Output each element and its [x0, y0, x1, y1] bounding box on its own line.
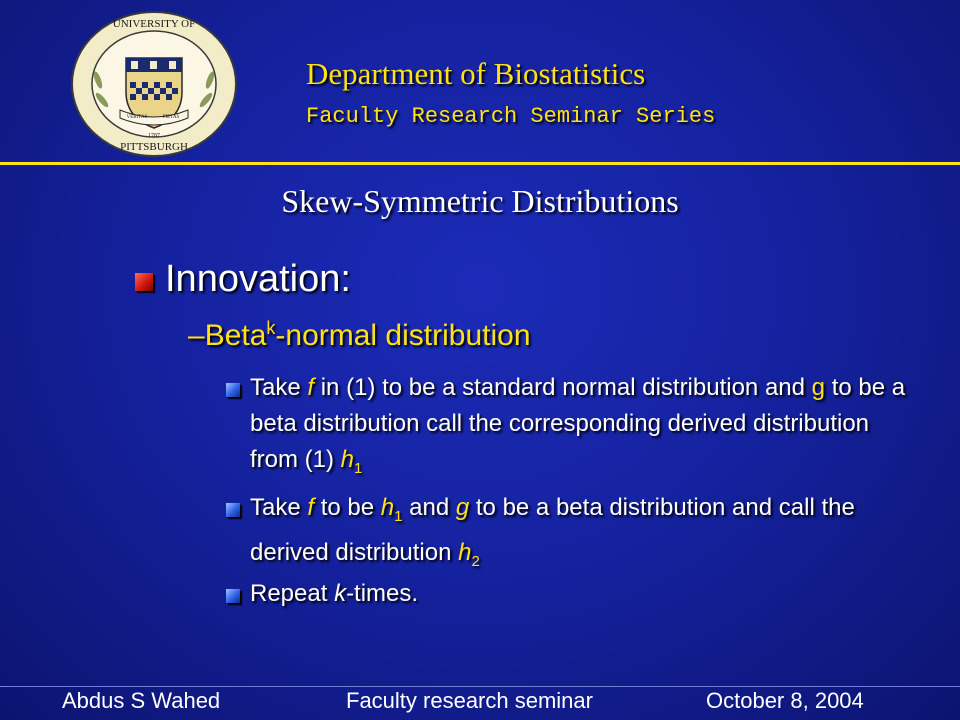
blue-bullet-icon: [226, 383, 240, 397]
red-bullet-icon: [135, 273, 153, 291]
department-title: Department of Biostatistics: [306, 56, 646, 91]
dash: –: [188, 319, 205, 352]
svg-text:VERITAS: VERITAS: [126, 115, 148, 120]
university-seal-logo: [70, 10, 238, 158]
subheading-beta-normal: [188, 318, 531, 353]
blue-bullet-icon: [226, 503, 240, 517]
footer-divider: [0, 686, 960, 687]
footer-date: October 8, 2004: [706, 688, 864, 713]
list-item: Take f in (1) to be a standard normal distribution and g to be a beta distribution call the corresponding derived distribution from (1) $h_1$: [250, 374, 906, 477]
beta-suffix: -normal distribution: [275, 319, 531, 352]
svg-text:1787: 1787: [148, 133, 160, 139]
blue-bullet-icon: [226, 589, 240, 603]
svg-text:UNIVERSITY OF: UNIVERSITY OF: [112, 18, 196, 30]
beta-prefix: Beta: [204, 319, 267, 352]
slide-title: Skew-Symmetric Distributions: [281, 183, 679, 219]
svg-text:PIETAS: PIETAS: [162, 115, 180, 120]
heading-innovation: Innovation:: [165, 258, 351, 300]
svg-text:PITTSBURGH: PITTSBURGH: [120, 141, 188, 153]
list-item: Take f to be $h_1$ and g to be a beta distribution and call the derived distribution $h_2$: [250, 494, 855, 570]
seminar-series-subtitle: Faculty Research Seminar Series: [306, 104, 716, 129]
footer-author: Abdus S Wahed: [62, 688, 221, 713]
footer-event: Faculty research seminar: [346, 688, 593, 713]
list-item: Repeat k-times.: [250, 580, 419, 607]
beta-superscript: k: [266, 318, 276, 338]
header-divider: [0, 162, 960, 165]
